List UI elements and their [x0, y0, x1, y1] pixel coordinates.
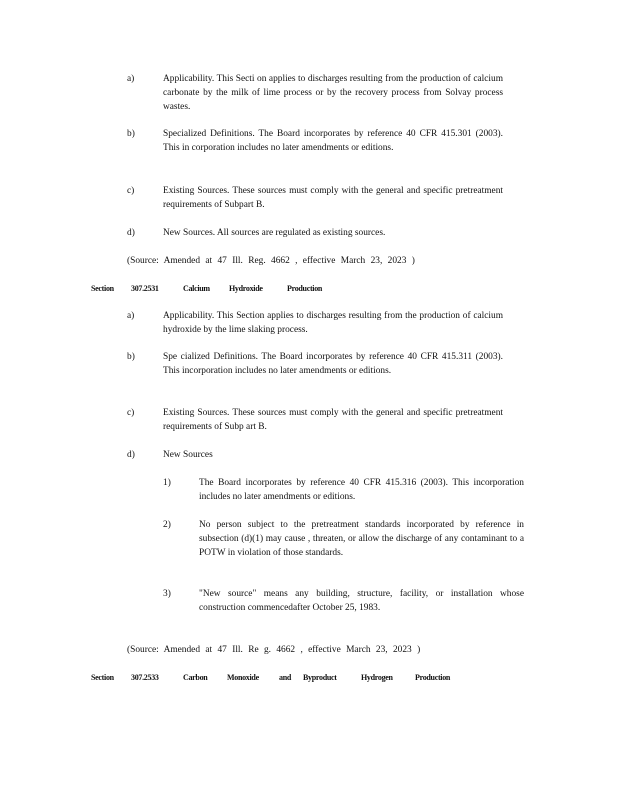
item-text: Spe cialized Definitions. The Board incorporates by reference 40 CFR 415.311 (2003). This incorporation includes no later amendments or editions. [163, 352, 503, 376]
section-title-word: Byproduct [303, 673, 337, 682]
item-text: New Sources [163, 450, 213, 460]
item-marker: c) [127, 408, 135, 418]
section-title-word: and [279, 673, 291, 682]
item-marker: b) [127, 352, 135, 362]
subitem-text: No person subject to the pretreatment standards incorporated by reference in subsection (d)(1) may cause , threaten, or allow the discharge of any contaminant to a POTW in violation of those standards. [199, 520, 524, 558]
section-heading [91, 671, 450, 685]
item-text: Existing Sources. These sources must comply with the general and specific pretreatment requirements of Subp art B. [163, 408, 503, 432]
section-title-word: Calcium [183, 284, 210, 293]
section-title-word: Monoxide [227, 673, 259, 682]
item-text: Applicability. This Secti on applies to discharges resulting from the production of calcium carbonate by the milk of lime process or by the recovery process from Solvay process wastes. [163, 74, 503, 112]
item-text: Existing Sources. These sources must comply with the general and specific pretreatment requirements of Subpart B. [163, 186, 503, 210]
subitem-marker: 3) [163, 589, 171, 599]
item-text: Specialized Definitions. The Board incorporates by reference 40 CFR 415.301 (2003). This in corporation includes no later amendments or editions. [163, 129, 503, 153]
section-title-word: Hydroxide [229, 284, 263, 293]
section-number: 307.2531 [131, 284, 159, 293]
section-title-word: Production [287, 284, 323, 293]
subitem-text: "New source" means any building, structure, facility, or installation whose construction commencedafter October 25, 1983. [199, 589, 524, 613]
item-marker: a) [127, 311, 135, 321]
subitem-marker: 1) [163, 478, 171, 488]
item-marker: d) [127, 228, 135, 238]
section-label: Section [91, 673, 114, 682]
source-note: (Source: Amended at 47 Ill. Reg. 4662 , effective March 23, 2023 ) [127, 256, 415, 266]
subitem-marker: 2) [163, 520, 171, 530]
item-marker: c) [127, 186, 135, 196]
item-marker: d) [127, 450, 135, 460]
section-title-word: Hydrogen [361, 673, 393, 682]
item-text: New Sources. All sources are regulated as existing sources. [163, 228, 386, 238]
section-number: 307.2533 [131, 673, 159, 682]
section-title-word: Production [415, 673, 451, 682]
item-marker: a) [127, 74, 135, 84]
section-title-word: Carbon [183, 673, 208, 682]
section-heading [91, 282, 322, 296]
subitem-text: The Board incorporates by reference 40 CFR 415.316 (2003). This incorporation includes no later amendments or editions. [199, 478, 524, 502]
section-label: Section [91, 284, 114, 293]
item-text: Applicability. This Section applies to discharges resulting from the production of calcium hydroxide by the lime slaking process. [163, 311, 503, 335]
source-note: (Source: Amended at 47 Ill. Re g. 4662 , effective March 23, 2023 ) [127, 645, 421, 655]
item-marker: b) [127, 129, 135, 139]
